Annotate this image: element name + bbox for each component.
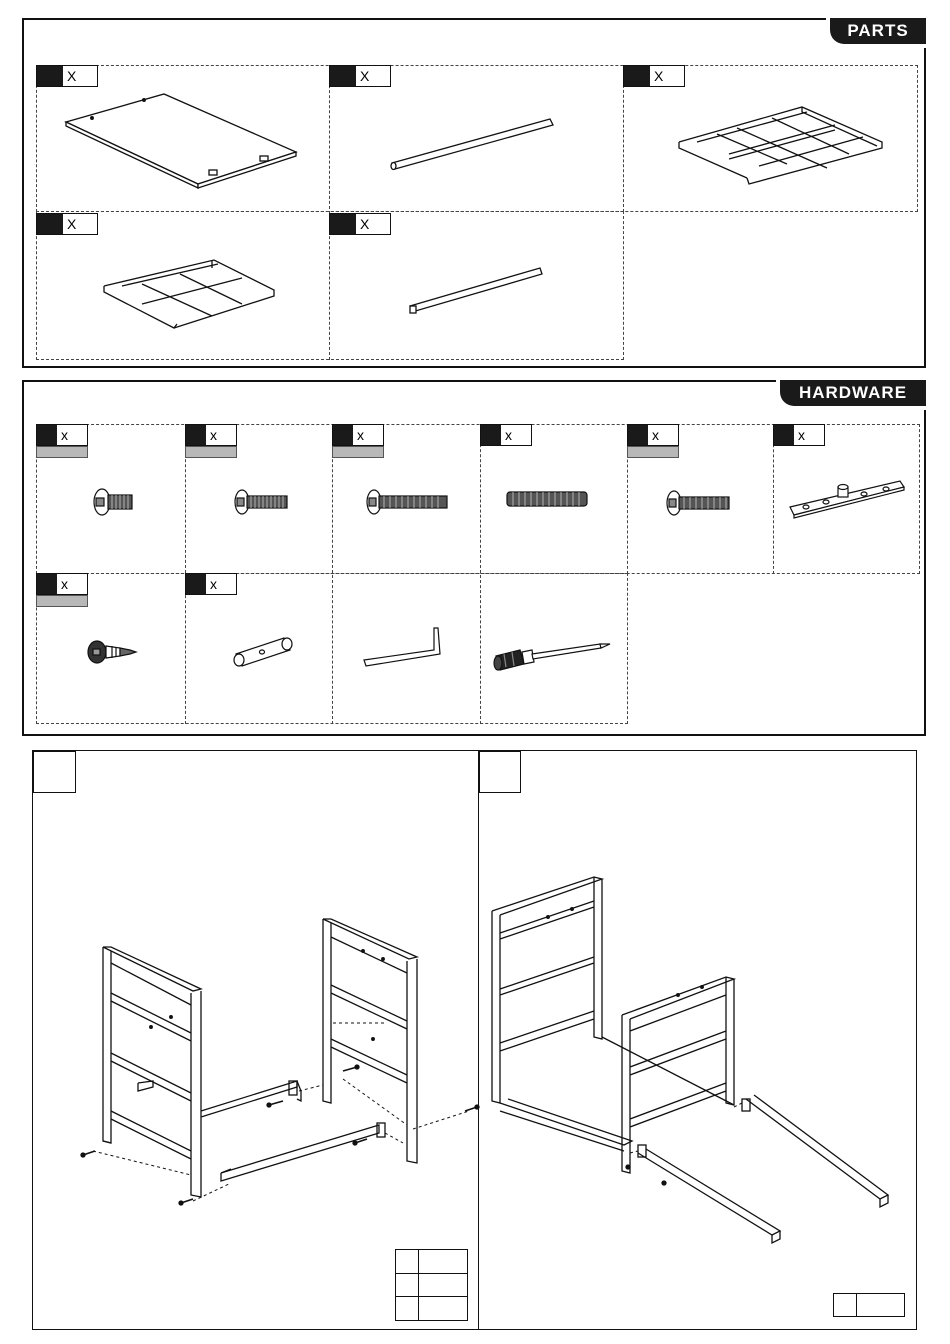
parts-panel (22, 18, 926, 368)
hw-label-8: x (185, 573, 237, 595)
step-1-assembly-diagram (73, 911, 493, 1241)
long-bolt-icon (364, 484, 454, 520)
parts-divider-2 (623, 65, 624, 212)
barrel-nut-icon (228, 632, 298, 672)
step-2-parts-table (833, 1293, 905, 1317)
hw-label-3: x (332, 424, 384, 446)
threaded-rod-icon (504, 484, 594, 514)
hw-div-2 (332, 424, 333, 724)
step-1-number-box (33, 751, 76, 793)
hw-grey-7 (36, 595, 88, 607)
hw-grey-2 (185, 446, 237, 458)
hw-grey-1 (36, 446, 88, 458)
board-panel-icon (64, 92, 304, 192)
parts-label-3: X (623, 65, 685, 87)
parts-title: PARTS (830, 18, 926, 44)
hw-div-5 (773, 424, 774, 574)
screwdriver-icon (492, 632, 617, 678)
step-2-number-box (479, 751, 521, 793)
hw-label-1: x (36, 424, 88, 446)
step-2-assembly-diagram (488, 871, 908, 1201)
parts-label-2: X (329, 65, 391, 87)
frame-small-icon (102, 256, 282, 336)
square-bar-icon (408, 264, 548, 319)
parts-label-1: X (36, 65, 98, 87)
frame-large-icon (677, 102, 892, 187)
hardware-title: HARDWARE (780, 380, 926, 406)
rod-icon (390, 115, 560, 175)
parts-label-4: X (36, 213, 98, 235)
hw-label-7: x (36, 573, 88, 595)
bracket-plate-icon (788, 477, 913, 527)
hw-grey-3 (332, 446, 384, 458)
assembly-steps-panel (32, 750, 917, 1330)
hw-label-4: x (480, 424, 532, 446)
medium-bolt-icon (232, 484, 292, 520)
allen-key-icon (362, 624, 452, 674)
hw-div-3 (480, 424, 481, 724)
hardware-panel (22, 380, 926, 736)
hw-grey-5 (627, 446, 679, 458)
hw-label-5: x (627, 424, 679, 446)
wall-anchor-icon (86, 636, 146, 670)
parts-label-5: X (329, 213, 391, 235)
hardware-tag (776, 380, 926, 410)
bolt-icon (664, 486, 734, 520)
hw-label-6: x (773, 424, 825, 446)
hw-label-2: x (185, 424, 237, 446)
parts-tag (826, 18, 926, 48)
short-bolt-icon (92, 484, 137, 520)
step-1-parts-table (395, 1249, 468, 1321)
